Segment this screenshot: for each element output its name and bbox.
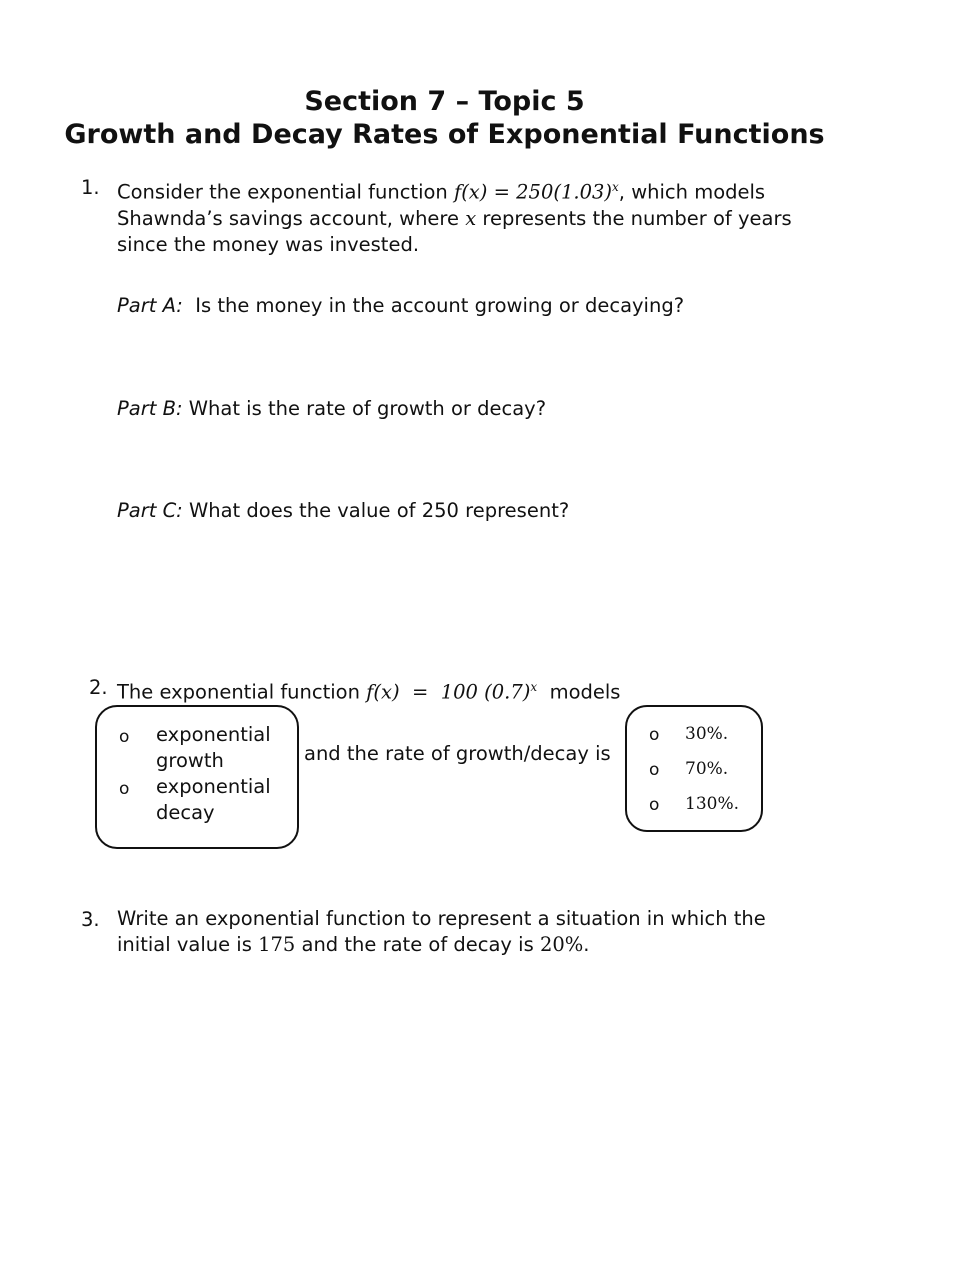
q1-part-a: Part A: Is the money in the account growing or decaying? — [117, 294, 685, 317]
question-1-text — [117, 174, 837, 258]
part-c-label: Part C: — [117, 499, 183, 522]
option-growth-radio[interactable]: o — [119, 727, 130, 747]
question-2-number: 2. — [89, 676, 108, 699]
part-b-label: Part B: — [117, 397, 183, 420]
option-70-label: 70%. — [685, 759, 729, 779]
q2-function: f(x) = 100 (0.7) — [366, 680, 531, 704]
question-1-number: 1. — [81, 176, 100, 199]
question-1-line-2: Shawnda’s savings account, where x represents the number of years — [117, 206, 792, 230]
q1-part-c: Part C: What does the value of 250 represent? — [117, 499, 570, 522]
question-1-line-3: since the money was invested. — [117, 232, 420, 256]
option-growth-label: exponential growth — [156, 723, 271, 772]
question-3-text — [117, 906, 837, 958]
option-30-label: 30%. — [685, 724, 729, 744]
question-1-line-1: Consider the exponential function $f(x) = 250(1.03)^x$, which models — [117, 180, 766, 204]
option-decay-label: exponential decay — [156, 775, 271, 824]
q2-middle-text: and the rate of growth/decay is — [304, 742, 611, 765]
part-a-label: Part A: — [117, 294, 183, 317]
option-130-radio[interactable]: o — [649, 795, 660, 815]
question-3-line-1: Write an exponential function to represent a situation in which the — [117, 907, 766, 930]
question-2-text: The exponential function f(x) = 100 $(0.7)^x$ models — [117, 680, 621, 704]
growth-decay-choice-box — [95, 705, 299, 849]
question-3-number: 3. — [81, 908, 100, 931]
option-70-radio[interactable]: o — [649, 760, 660, 780]
rate-choice-box — [625, 705, 763, 832]
option-decay-radio[interactable]: o — [119, 779, 130, 799]
q1-function: f(x) = 250(1.03) — [453, 180, 613, 204]
q2-function-exponent: x — [530, 680, 538, 694]
page-title: Section 7 – Topic 5 — [304, 86, 585, 117]
option-30-radio[interactable]: o — [649, 725, 660, 745]
q1-part-b: Part B: What is the rate of growth or decay? — [117, 397, 547, 420]
page-subtitle: Growth and Decay Rates of Exponential Functions — [64, 119, 825, 150]
question-3-line-2: initial value is 175 and the rate of decay is 20%. — [117, 933, 590, 956]
q1-function-exponent: x — [612, 180, 619, 194]
option-130-label: 130%. — [685, 794, 740, 814]
